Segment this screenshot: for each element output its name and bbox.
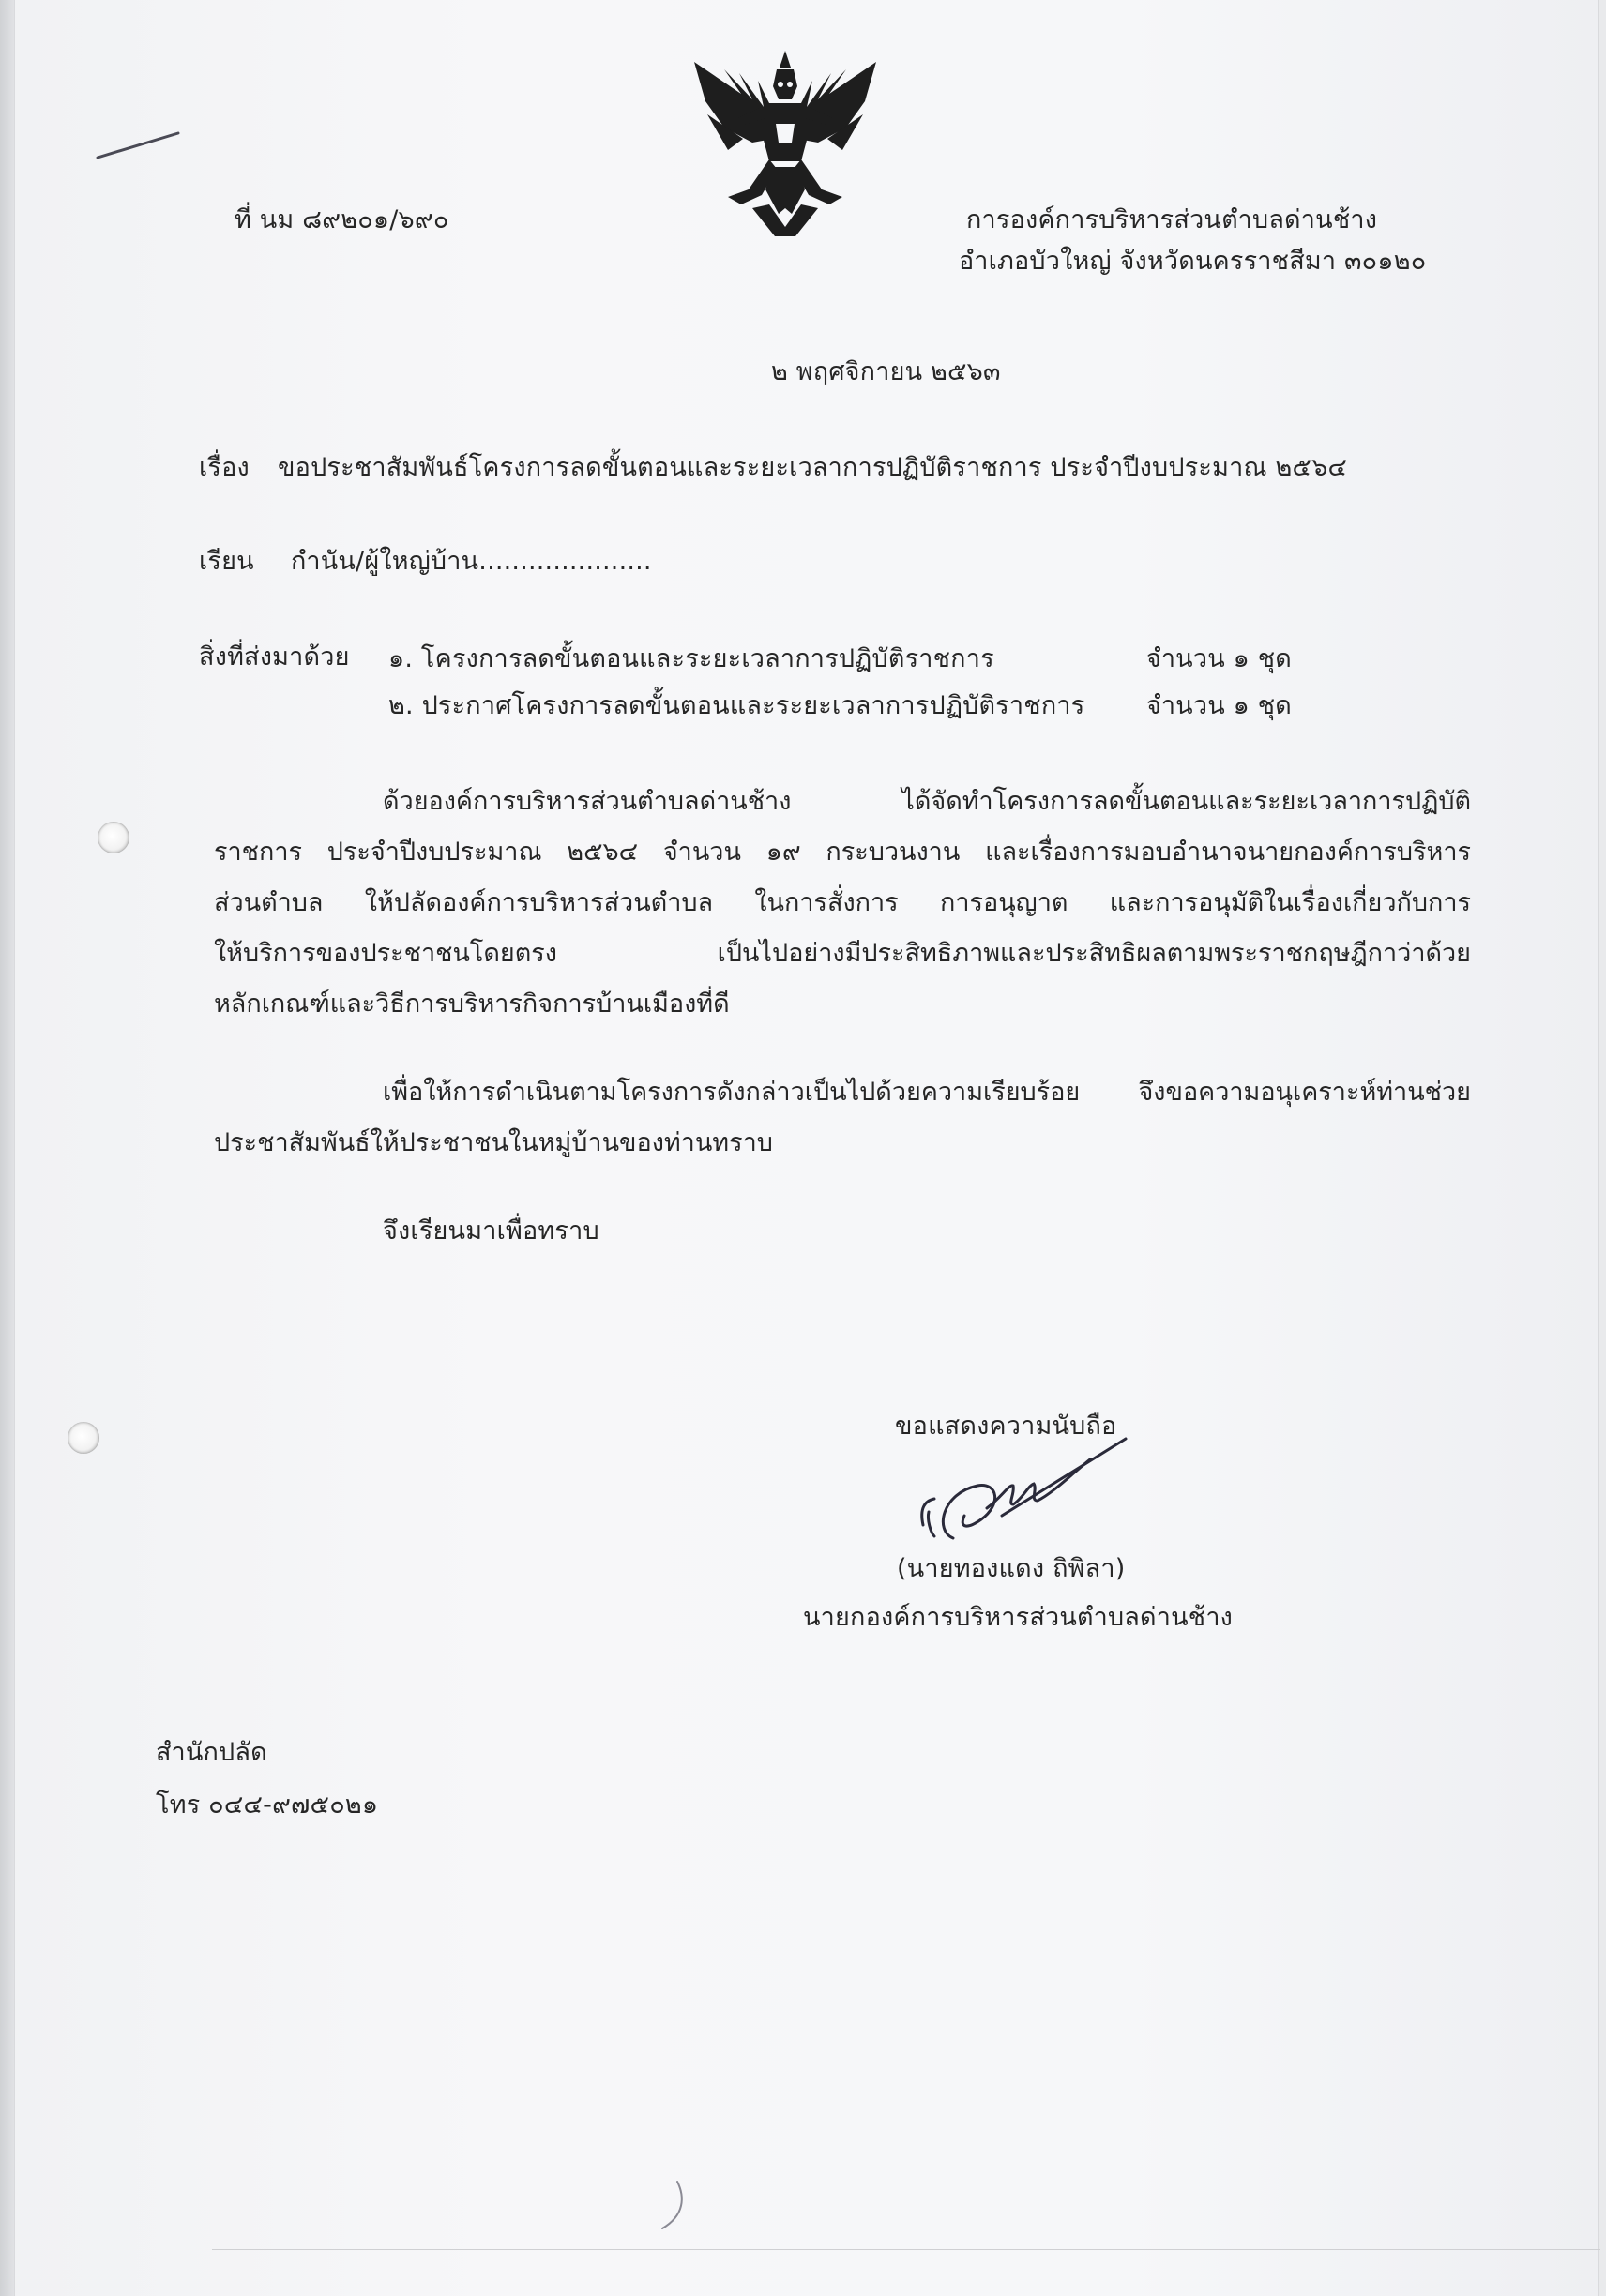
punch-hole — [98, 822, 129, 853]
enclosure-quantity: จำนวน ๑ ชุด — [1146, 691, 1293, 720]
paragraph-line: ให้บริการของประชาชนโดยตรง เป็นไปอย่างมีประสิทธิภาพและประสิทธิผลตามพระราชกฤษฎีกาว่าด้วย — [214, 939, 1471, 968]
paragraph-line: เพื่อให้การดำเนินตามโครงการดังกล่าวเป็นไปด้วยความเรียบร้อย จึงขอความอนุเคราะห์ท่านช่วย — [383, 1078, 1471, 1107]
reference-number: ที่ นม ๘๙๒๐๑/๖๙๐ — [235, 205, 449, 234]
subject-label: เรื่อง — [199, 453, 250, 482]
organization-address: อำเภอบัวใหญ่ จังหวัดนครราชสีมา ๓๐๑๒๐ — [959, 247, 1427, 276]
punch-hole — [68, 1422, 99, 1454]
salutation-label: เรียน — [199, 547, 254, 576]
signatory-name: (นายทองแดง ถิพิลา) — [897, 1554, 1126, 1583]
enclosure-item: ๑. โครงการลดขั้นตอนและระยะเวลาการปฏิบัติราชการ — [388, 644, 994, 673]
salutation-text: กำนัน/ผู้ใหญ่บ้าน..................... — [291, 547, 652, 576]
body-paragraph-2 — [214, 1067, 1471, 1169]
desk-edge — [0, 0, 15, 2296]
signatory-position: นายกองค์การบริหารส่วนตำบลด่านช้าง — [803, 1603, 1234, 1632]
paragraph-line: ด้วยองค์การบริหารส่วนตำบลด่านช้าง ได้จัดทำโครงการลดขั้นตอนและระยะเวลาการปฏิบัติ — [383, 787, 1471, 816]
page-fold-line — [212, 2249, 1600, 2250]
regards-text: ขอแสดงความนับถือ — [895, 1412, 1117, 1441]
office-name: สำนักปลัด — [156, 1738, 267, 1767]
letter-date: ๒ พฤศจิกายน ๒๕๖๓ — [771, 357, 1001, 386]
enclosure-quantity: จำนวน ๑ ชุด — [1146, 644, 1293, 673]
garuda-emblem — [687, 49, 884, 242]
enclosures-label: สิ่งที่ส่งมาด้วย — [199, 642, 350, 672]
pen-mark — [657, 2178, 694, 2234]
handwritten-signature — [897, 1414, 1159, 1555]
paragraph-line: ราชการ ประจำปีงบประมาณ ๒๕๖๔ จำนวน ๑๙ กระบวนงาน และเรื่องการมอบอำนาจนายกองค์การบริหาร — [214, 838, 1471, 867]
closing-line: จึงเรียนมาเพื่อทราบ — [383, 1216, 599, 1246]
paragraph-line: ส่วนตำบล ให้ปลัดองค์การบริหารส่วนตำบล ในการสั่งการ การอนุญาต และการอนุมัติในเรื่องเกี่ยวกับการ — [214, 888, 1471, 917]
letter-page — [15, 0, 1598, 2296]
body-paragraph-1 — [214, 777, 1471, 1030]
organization-name: การองค์การบริหารส่วนตำบลด่านช้าง — [966, 205, 1378, 234]
enclosure-item: ๒. ประกาศโครงการลดขั้นตอนและระยะเวลาการปฏิบัติราชการ — [388, 691, 1085, 720]
office-phone: โทร ๐๔๔-๙๗๕๐๒๑ — [156, 1790, 379, 1820]
subject-text: ขอประชาสัมพันธ์โครงการลดขั้นตอนและระยะเวลาการปฏิบัติราชการ ประจำปีงบประมาณ ๒๕๖๔ — [278, 453, 1348, 482]
paragraph-line: ประชาสัมพันธ์ให้ประชาชนในหมู่บ้านของท่านทราบ — [214, 1128, 773, 1157]
pen-mark — [94, 128, 184, 165]
paragraph-line: หลักเกณฑ์และวิธีการบริหารกิจการบ้านเมืองที่ดี — [214, 989, 730, 1019]
